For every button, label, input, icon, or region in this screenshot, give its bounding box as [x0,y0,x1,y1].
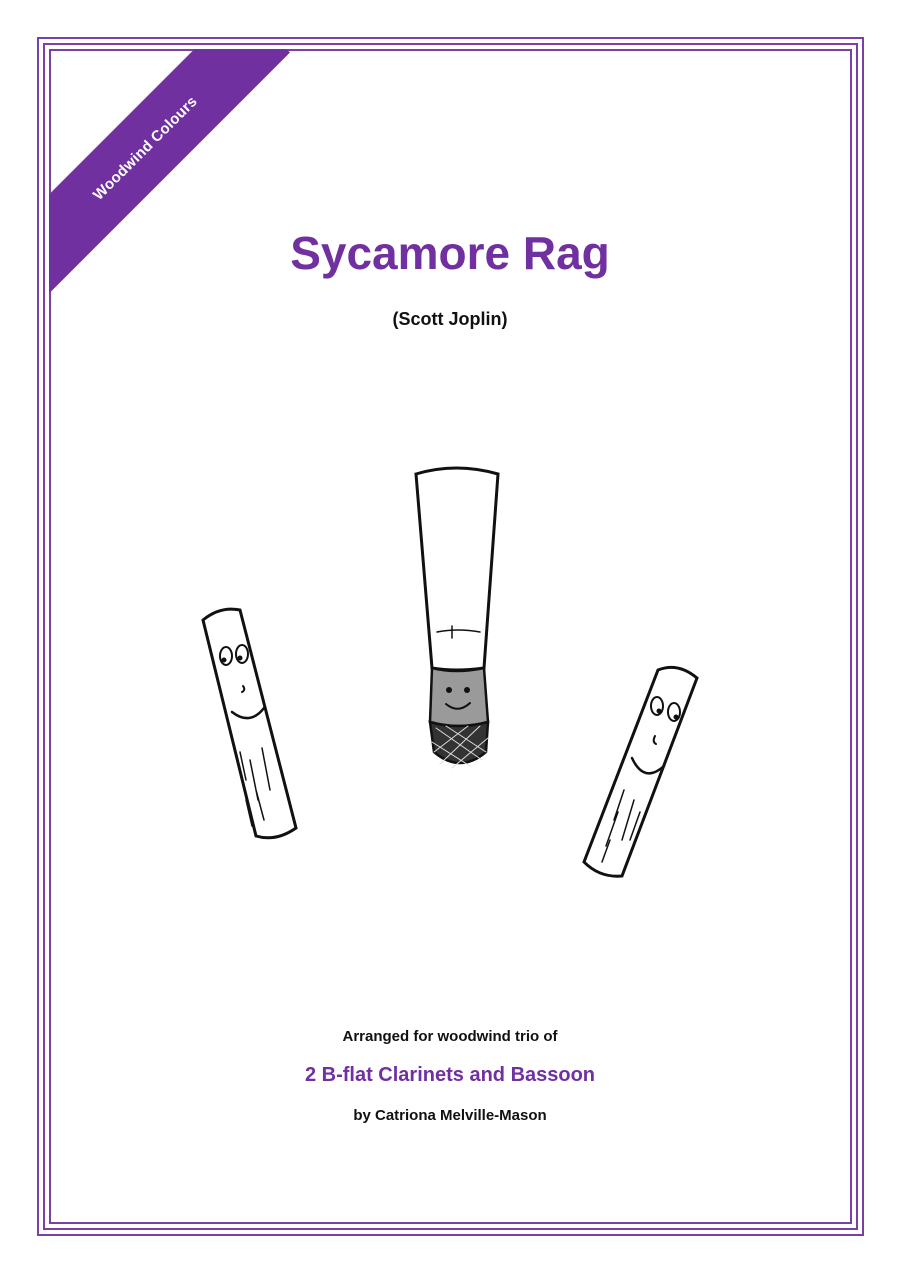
arrangement-line: Arranged for woodwind trio of [342,1028,558,1045]
ribbon-label: Woodwind Colours [89,92,201,204]
bassoon-reed-icon [416,468,498,768]
composer-name: (Scott Joplin) [392,309,508,329]
clarinet-reed-left-icon [203,609,296,838]
clarinet-reed-right-icon [584,667,697,876]
arranger-credit: by Catriona Melville-Mason [353,1107,547,1124]
instrumentation: 2 B-flat Clarinets and Bassoon [304,1064,596,1086]
page-title: Sycamore Rag [290,227,610,279]
